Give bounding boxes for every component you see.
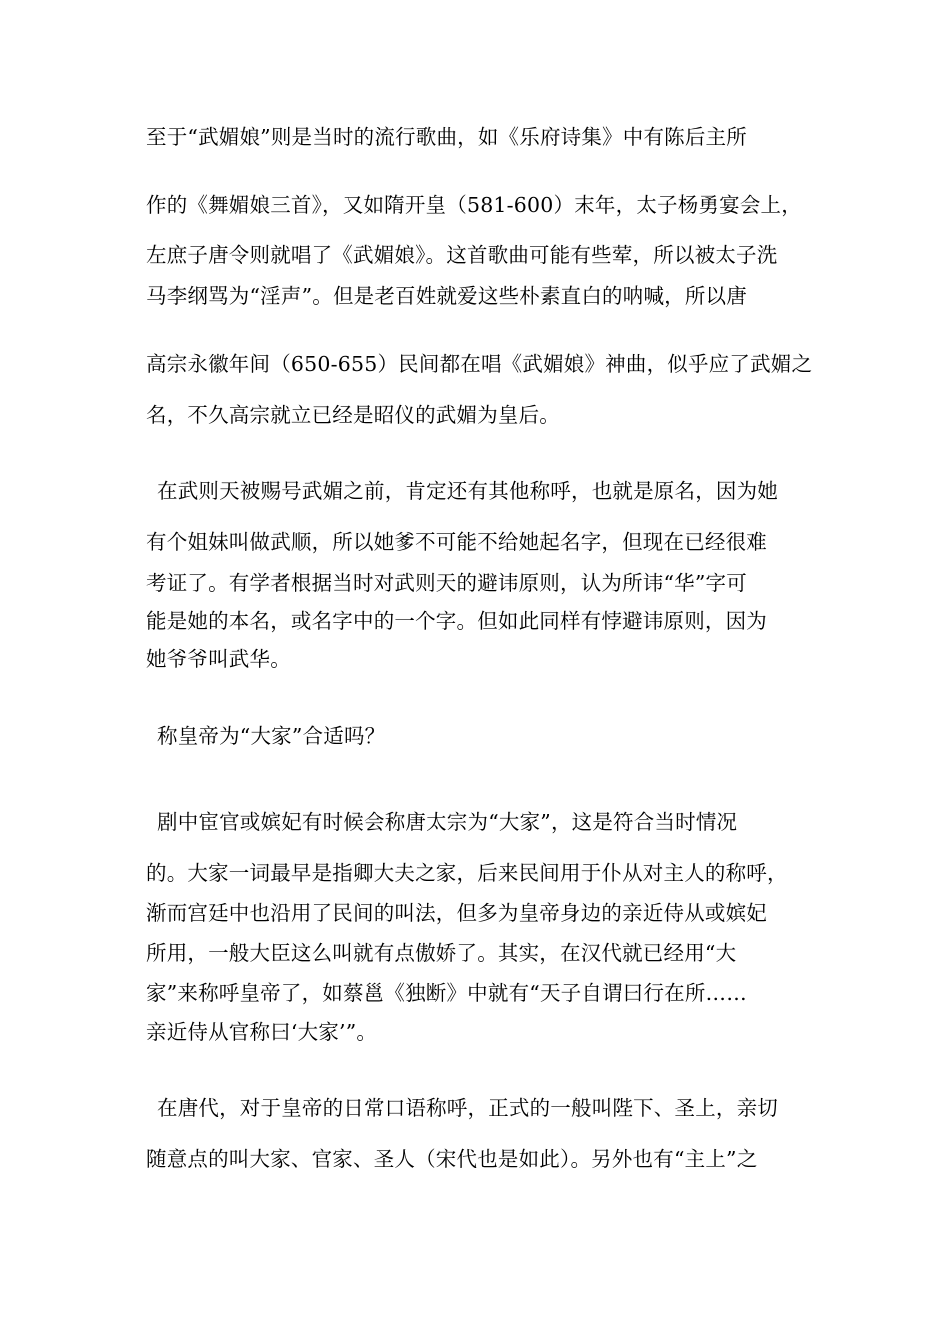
text-line: 在唐代，对于皇帝的日常口语称呼，正式的一般叫陛下、圣上，亲切	[157, 1096, 778, 1120]
text-line: 马李纲骂为“淫声”。但是老百姓就爱这些朴素直白的呐喊，所以唐	[146, 284, 747, 308]
text-line: 的。大家一词最早是指卿大夫之家，后来民间用于仆从对主人的称呼，	[146, 861, 788, 885]
text-line: 所用，一般大臣这么叫就有点傲娇了。其实，在汉代就已经用“大	[146, 941, 737, 965]
text-line: 至于“武媚娘”则是当时的流行歌曲，如《乐府诗集》中有陈后主所	[146, 125, 747, 149]
text-line: 她爷爷叫武华。	[146, 647, 291, 671]
text-line: 有个姐妹叫做武顺，所以她爹不可能不给她起名字，但现在已经很难	[146, 530, 767, 554]
text-line: 能是她的本名，或名字中的一个字。但如此同样有悖避讳原则，因为	[146, 609, 767, 633]
text-line: 名，不久高宗就立已经是昭仪的武媚为皇后。	[146, 403, 560, 427]
text-line: 左庶子唐令则就唱了《武媚娘》。这首歌曲可能有些荤，所以被太子洗	[146, 243, 778, 267]
text-line: 在武则天被赐号武媚之前，肯定还有其他称呼，也就是原名，因为她	[157, 479, 778, 503]
text-line: 随意点的叫大家、官家、圣人（宋代也是如此）。另外也有“主上”之	[146, 1147, 758, 1171]
section-heading: 称皇帝为“大家”合适吗？	[157, 724, 386, 748]
text-line: 作的《舞媚娘三首》，又如隋开皇（581-600）末年，太子杨勇宴会上，	[146, 193, 802, 217]
text-line: 亲近侍从官称曰‘大家’”。	[146, 1020, 378, 1044]
text-line: 渐而宫廷中也沿用了民间的叫法，但多为皇帝身边的亲近侍从或嫔妃	[146, 901, 767, 925]
text-line: 高宗永徽年间（650-655）民间都在唱《武媚娘》神曲，似乎应了武媚之	[146, 352, 813, 376]
text-line: 剧中宦官或嫔妃有时候会称唐太宗为“大家”，这是符合当时情况	[157, 810, 738, 834]
text-line: 家”来称呼皇帝了，如蔡邕《独断》中就有“天子自谓曰行在所……	[146, 981, 747, 1005]
text-line: 考证了。有学者根据当时对武则天的避讳原则，认为所讳“华”字可	[146, 571, 747, 595]
